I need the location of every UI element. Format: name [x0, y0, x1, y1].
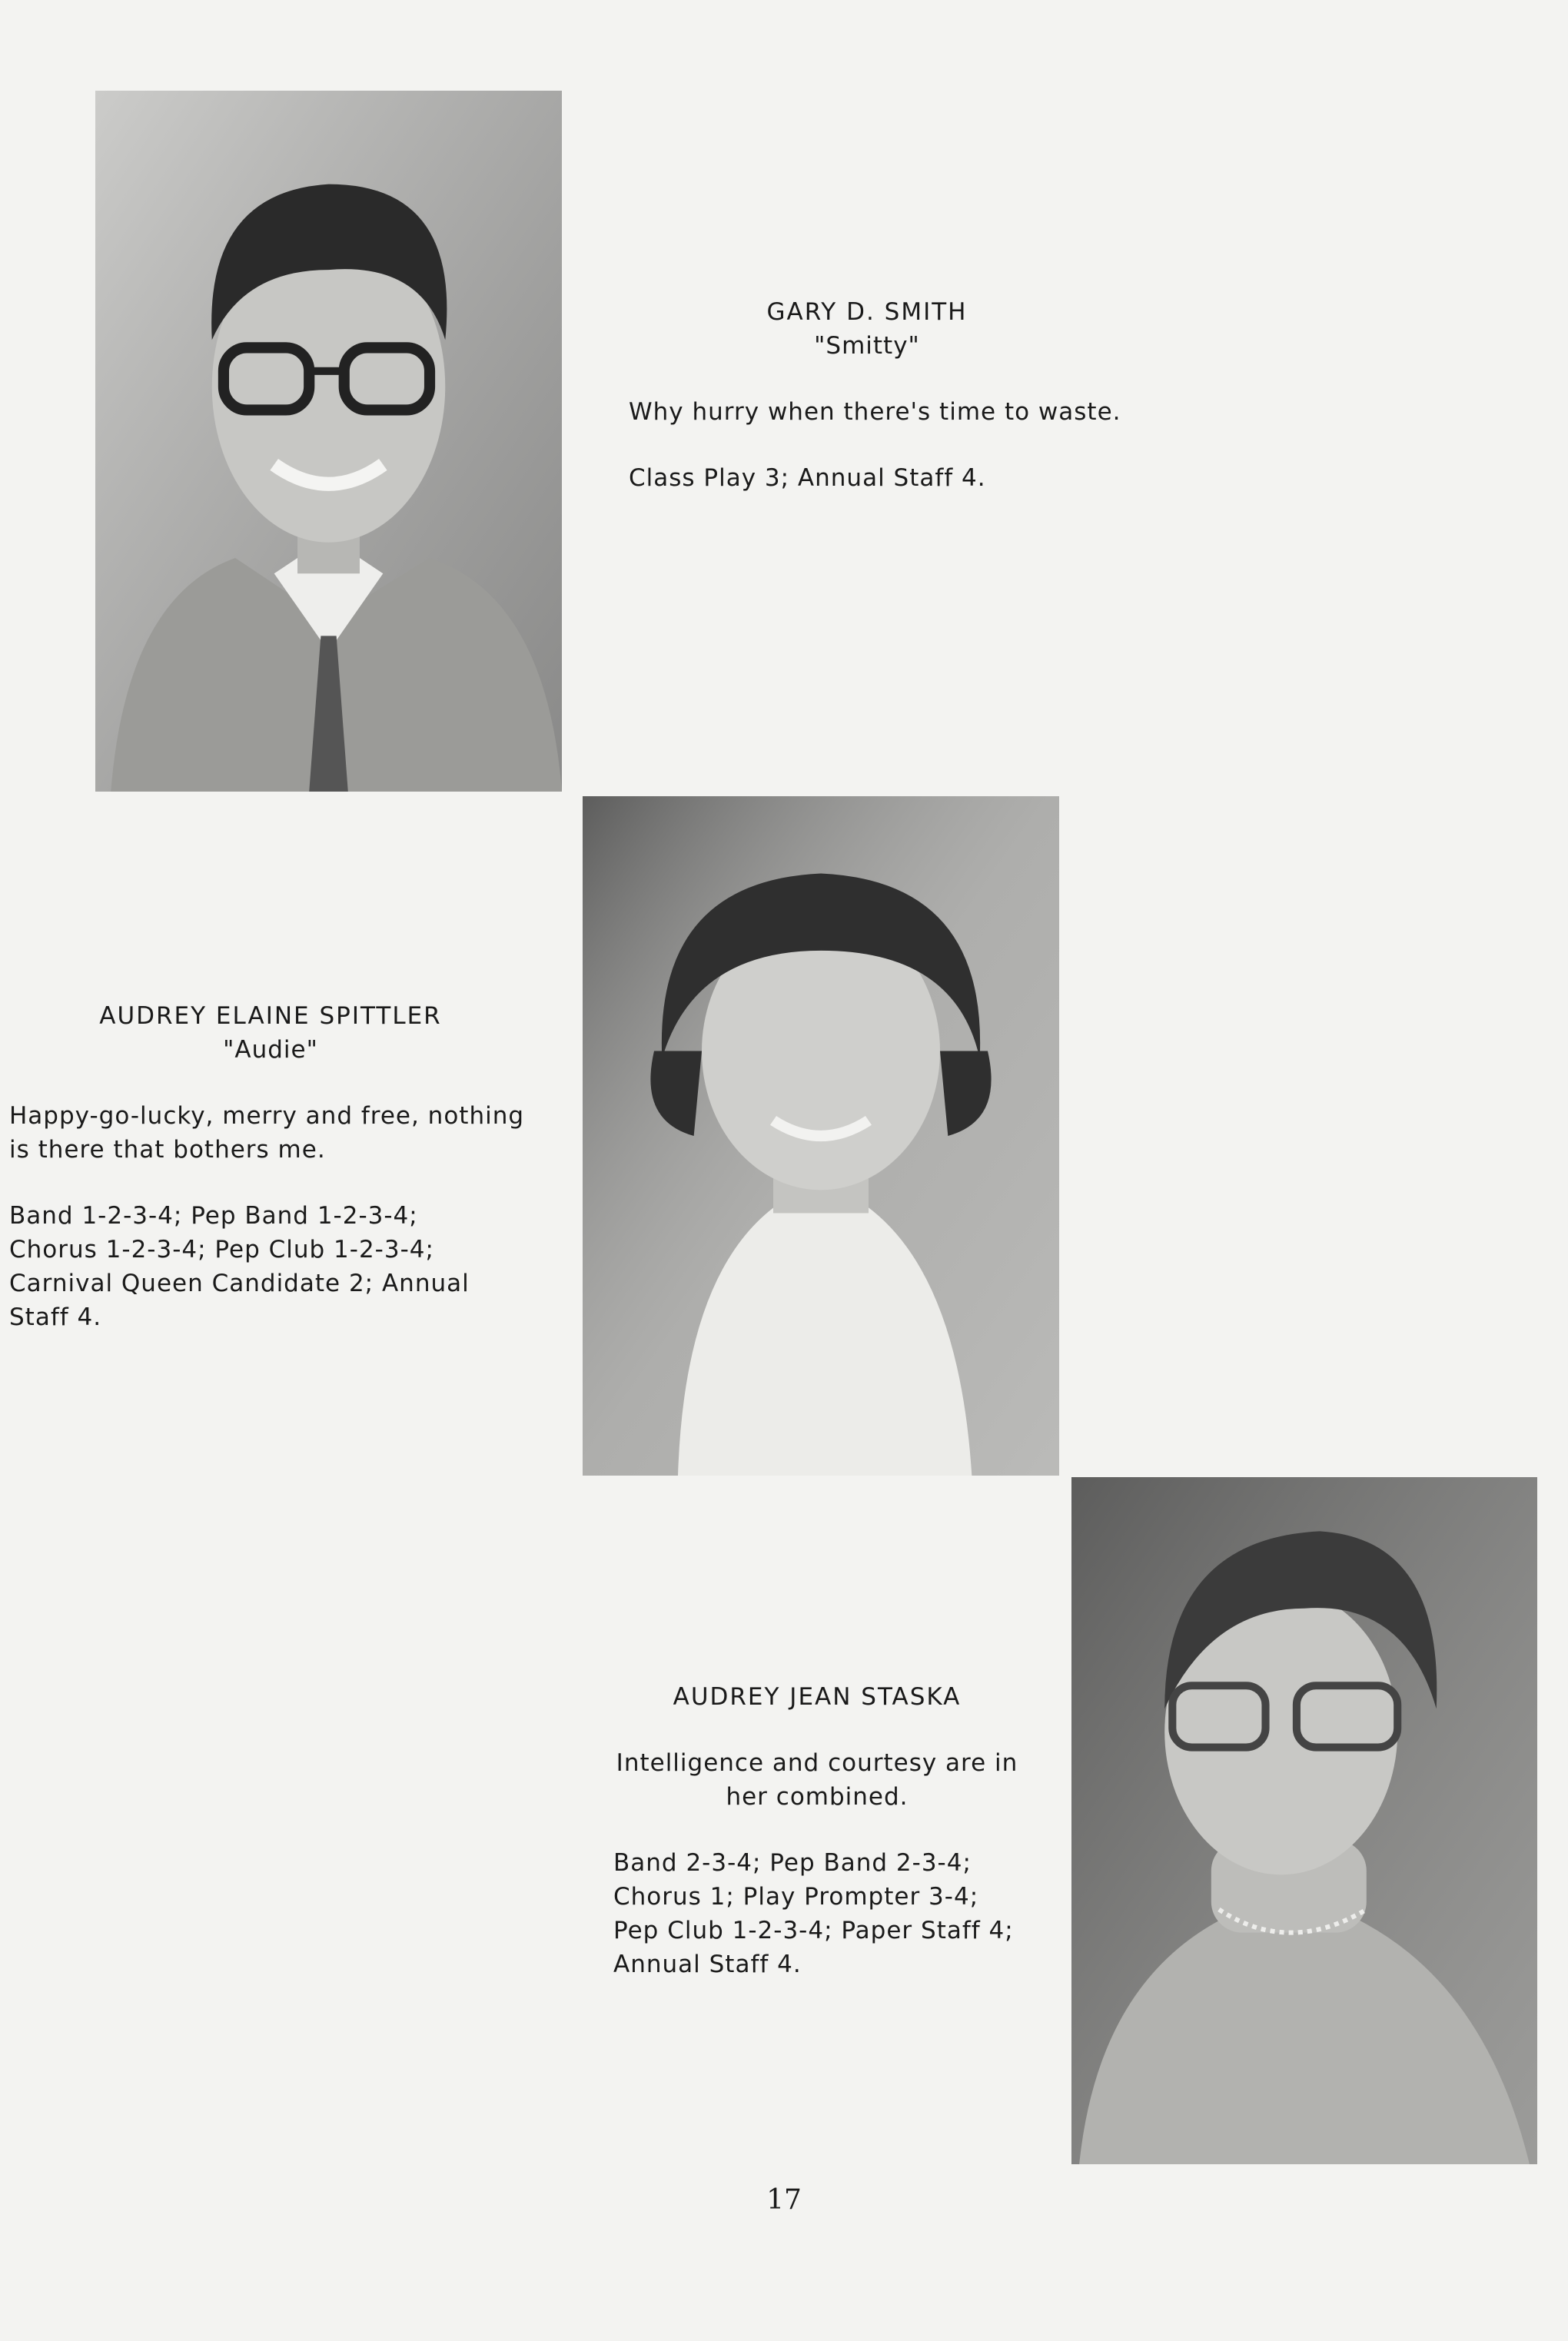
student-name: AUDREY JEAN STASKA: [673, 1683, 962, 1711]
student-activities-line: Chorus 1; Play Prompter 3-4;: [613, 1883, 979, 1911]
student-activities-line: Pep Club 1-2-3-4; Paper Staff 4;: [613, 1917, 1014, 1944]
student-activities-line: Chorus 1-2-3-4; Pep Club 1-2-3-4;: [9, 1236, 434, 1263]
student-block-audrey-spittler: [9, 999, 532, 1334]
portrait-photo-gary-smith: [95, 91, 562, 792]
student-nickname: "Audie": [223, 1036, 318, 1064]
portrait-photo-audrey-spittler: [583, 796, 1059, 1476]
student-quote-line: Intelligence and courtesy are in: [616, 1749, 1018, 1777]
student-name: GARY D. SMITH: [766, 298, 968, 326]
student-quote-line: Happy-go-lucky, merry and free, nothing: [9, 1102, 525, 1130]
student-quote-line: is there that bothers me.: [9, 1136, 326, 1164]
student-activities-line: Carnival Queen Candidate 2; Annual: [9, 1270, 470, 1297]
student-quote-line: her combined.: [726, 1783, 909, 1811]
student-quote: Why hurry when there's time to waste.: [629, 398, 1121, 426]
student-activities-line: Band 2-3-4; Pep Band 2-3-4;: [613, 1849, 972, 1877]
student-activities-line: Staff 4.: [9, 1303, 102, 1331]
student-activities-line: Band 1-2-3-4; Pep Band 1-2-3-4;: [9, 1202, 418, 1230]
student-activities-line: Annual Staff 4.: [613, 1951, 802, 1978]
student-block-gary-smith: [629, 295, 1121, 495]
student-name: AUDREY ELAINE SPITTLER: [99, 1002, 442, 1030]
student-block-audrey-staska: [613, 1680, 1021, 1981]
student-nickname: "Smitty": [814, 332, 920, 360]
page-number: 17: [766, 2184, 802, 2216]
portrait-photo-audrey-staska: [1071, 1477, 1537, 2164]
student-activities: Class Play 3; Annual Staff 4.: [629, 464, 986, 492]
